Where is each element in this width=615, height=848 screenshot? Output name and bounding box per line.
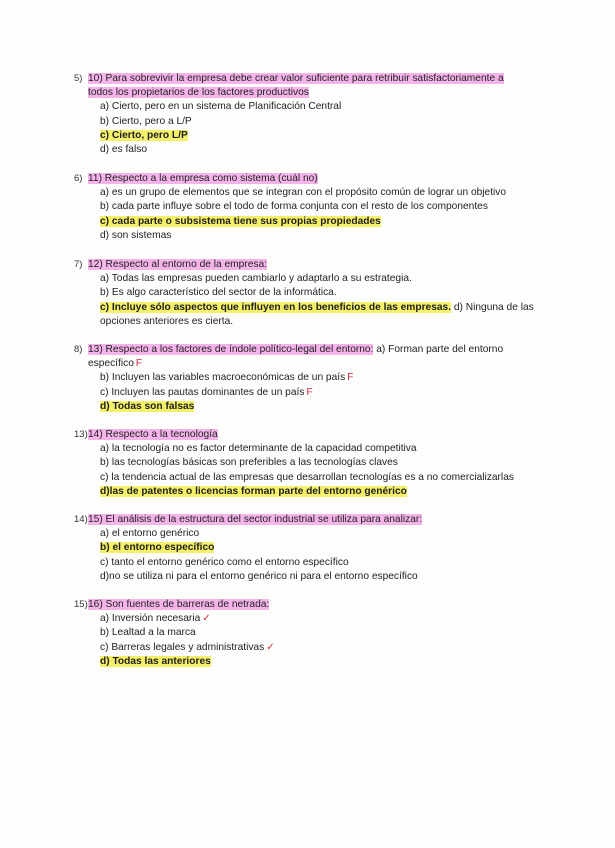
question-15	[74, 513, 548, 584]
option-c: c) tanto el entorno genérico como el entorno específico	[100, 556, 349, 568]
check-mark-icon: ✓	[202, 613, 211, 625]
question-stem: 13) Respecto a los factores de índole político-legal del entorno:	[88, 344, 374, 355]
option-a: a) es un grupo de elementos que se integran con el propósito común de lograr un objetivo	[100, 187, 507, 199]
option-d: d)no se utiliza ni para el entorno genérico ni para el entorno específico	[100, 570, 418, 582]
question-14	[74, 428, 548, 499]
option-c-answer: c) Cierto, pero L/P	[100, 129, 188, 141]
option-d: d) son sistemas	[100, 229, 172, 241]
question-11	[74, 172, 548, 243]
question-10	[74, 72, 548, 157]
option-c-answer: c) cada parte o subsistema tiene sus propias propiedades	[100, 215, 381, 227]
option-c: c) Barreras legales y administrativas	[100, 641, 265, 653]
question-mark: 6)	[74, 173, 83, 184]
question-mark: 13)	[74, 429, 88, 440]
option-d: d) es falso	[100, 144, 147, 156]
option-d-answer: d) Todas las anteriores	[100, 655, 211, 667]
question-stem: 15) El análisis de la estructura del sector industrial se utiliza para analizar:	[88, 514, 423, 525]
option-a: a) Forman parte del entorno específico	[88, 344, 504, 370]
option-b: b) Cierto, pero a L/P	[100, 115, 192, 127]
handwritten-f-mark: F	[135, 358, 142, 370]
option-c: c) Incluyen las pautas dominantes de un país	[100, 386, 305, 398]
question-mark: 7)	[74, 259, 83, 270]
question-stem: 16) Son fuentes de barreras de netrada:	[88, 599, 270, 610]
option-d-answer: d) Todas son falsas	[100, 400, 195, 412]
option-a: a) Inversión necesaria	[100, 613, 201, 625]
option-b: b) Es algo característico del sector de la informática.	[100, 287, 337, 299]
handwritten-f-mark: F	[347, 372, 354, 384]
option-a: a) Cierto, pero en un sistema de Planificación Central	[100, 101, 342, 113]
question-16	[74, 598, 548, 669]
question-mark: 14)	[74, 514, 88, 525]
option-b: b) Lealtad a la marca	[100, 627, 196, 639]
question-13	[74, 343, 548, 414]
handwritten-f-mark: F	[306, 386, 313, 398]
option-c: c) la tendencia actual de las empresas que desarrollan tecnologías es a no comercializarlas	[100, 471, 514, 483]
option-b-answer: b) el entorno específico	[100, 542, 215, 554]
question-mark: 8)	[74, 344, 83, 355]
option-d-answer: d)las de patentes o licencias forman parte del entorno genérico	[100, 485, 407, 497]
option-c-d	[88, 301, 548, 329]
question-stem: 11) Respecto a la empresa como sistema (cuál no)	[88, 173, 318, 184]
option-d: d) Ninguna de las opciones anteriores es cierta.	[100, 301, 534, 327]
option-a: a) Todas las empresas pueden cambiarlo y adaptarlo a su estrategia.	[100, 273, 412, 285]
check-mark-icon: ✓	[266, 641, 275, 653]
question-stem-cont: todos los propietarios de los factores productivos	[88, 87, 309, 99]
question-stem: 10) Para sobrevivir la empresa debe crear valor suficiente para retribuir satisfactoriamente a	[88, 73, 504, 84]
question-stem: 14) Respecto a la tecnología	[88, 429, 218, 440]
question-mark: 5)	[74, 73, 83, 84]
option-a: a) el entorno genérico	[100, 528, 200, 540]
question-12	[74, 258, 548, 329]
option-b: b) Incluyen las variables macroeconómicas de un país	[100, 372, 346, 384]
question-stem: 12) Respecto al entorno de la empresa:	[88, 259, 267, 270]
question-mark: 15)	[74, 599, 88, 610]
option-a: a) la tecnología no es factor determinante de la capacidad competitiva	[100, 443, 417, 455]
option-b: b) las tecnologías básicas son preferibles a las tecnologías claves	[100, 457, 398, 469]
option-b: b) cada parte influye sobre el todo de forma conjunta con el resto de los componentes	[100, 201, 488, 213]
option-c-answer: c) Incluye sólo aspectos que influyen en los beneficios de las empresas.	[100, 301, 452, 313]
